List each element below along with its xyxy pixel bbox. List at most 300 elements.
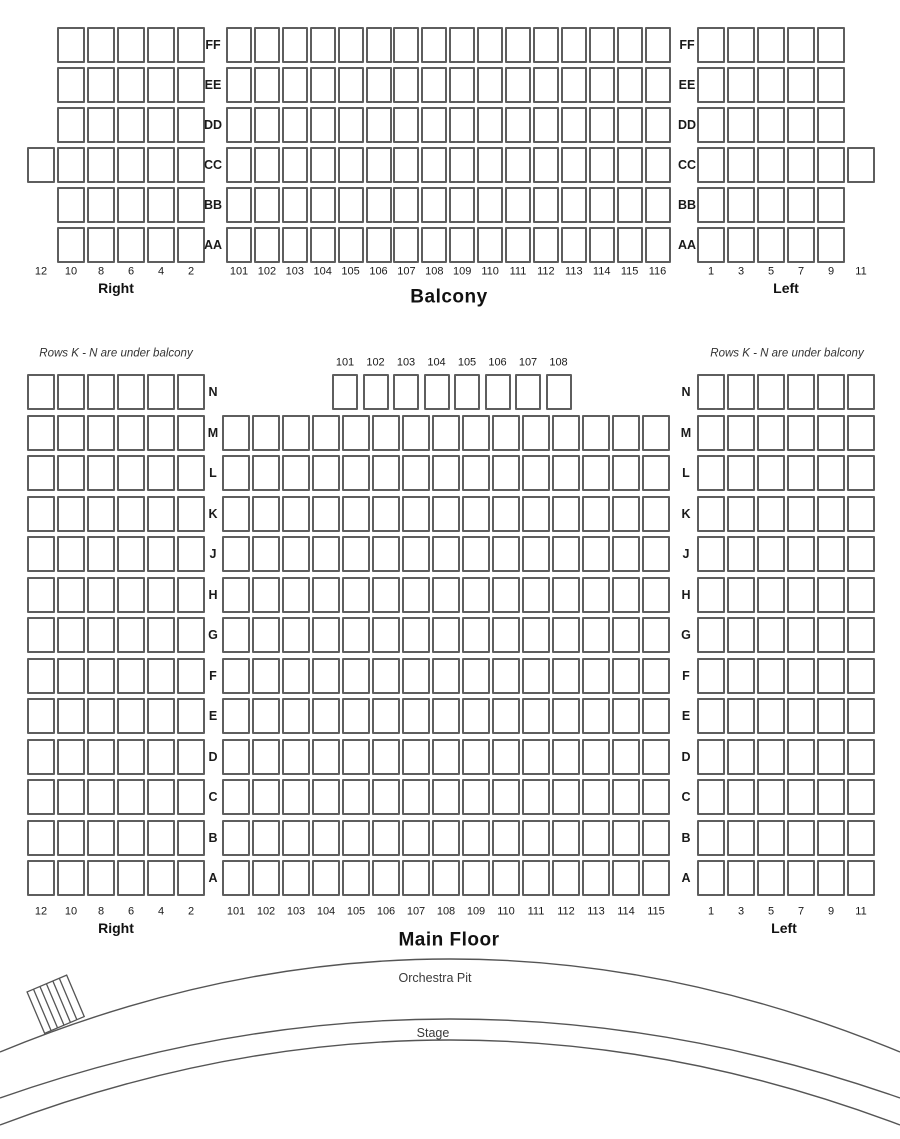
under-balcony-note-right: Rows K - N are under balcony [710, 347, 864, 360]
seat [310, 107, 336, 143]
seat [282, 496, 310, 532]
seat [432, 820, 460, 856]
seat [552, 496, 580, 532]
seat [697, 147, 725, 183]
seat [612, 496, 640, 532]
seat-number: 110 [481, 265, 499, 278]
seat [282, 67, 308, 103]
seat [582, 415, 610, 451]
seat [147, 107, 175, 143]
seat [645, 27, 671, 63]
seat [697, 617, 725, 653]
seat [697, 577, 725, 613]
seat [787, 658, 815, 694]
seat [57, 617, 85, 653]
balcony-title: Balcony [410, 286, 488, 308]
seat [612, 739, 640, 775]
seat [27, 860, 55, 896]
seat [645, 67, 671, 103]
seat [552, 658, 580, 694]
seat [117, 658, 145, 694]
seat [282, 536, 310, 572]
seat-number: 114 [592, 265, 611, 278]
seat [147, 227, 175, 263]
seat [522, 415, 550, 451]
seat [342, 779, 370, 815]
seat-number: 6 [127, 265, 135, 278]
seat [57, 187, 85, 223]
seat [254, 107, 280, 143]
seat [522, 658, 550, 694]
main-floor-row-label: C [208, 789, 218, 804]
seat [817, 577, 845, 613]
main-floor-row-label: G [681, 627, 691, 642]
main-floor-row-label: C [681, 789, 691, 804]
seat [727, 617, 755, 653]
seat [372, 779, 400, 815]
seat [57, 779, 85, 815]
seat [177, 147, 205, 183]
seat [177, 779, 205, 815]
main-floor-row-label: N [208, 384, 218, 399]
seat [402, 779, 430, 815]
seat-number: 5 [767, 265, 775, 278]
seat [177, 455, 205, 491]
seat [432, 739, 460, 775]
seat [147, 27, 175, 63]
seat [372, 577, 400, 613]
seat [492, 455, 520, 491]
orchestra-pit-label: Orchestra Pit [398, 970, 472, 985]
seat [787, 107, 815, 143]
seat [87, 577, 115, 613]
seat-number: 102 [366, 356, 385, 369]
seat [372, 739, 400, 775]
main-floor-row-label: K [681, 506, 691, 521]
seat [222, 739, 250, 775]
main-floor-row-label: A [208, 870, 218, 885]
seat [617, 67, 643, 103]
seat [27, 415, 55, 451]
seat [402, 415, 430, 451]
seat [522, 739, 550, 775]
seat [312, 658, 340, 694]
seat [582, 617, 610, 653]
balcony-row-label: EE [204, 77, 222, 92]
seat [402, 860, 430, 896]
seat [757, 496, 785, 532]
seat [449, 147, 475, 183]
seat [177, 658, 205, 694]
seat [57, 698, 85, 734]
seat [522, 820, 550, 856]
seat [342, 415, 370, 451]
seat [642, 455, 670, 491]
seat [338, 187, 364, 223]
seat [757, 27, 785, 63]
seat [366, 107, 392, 143]
seat [222, 536, 250, 572]
seat [372, 860, 400, 896]
main-floor-title: Main Floor [398, 929, 500, 951]
seat-number: 104 [427, 356, 446, 369]
main-floor-right-section-label: Right [98, 920, 134, 936]
seat [147, 147, 175, 183]
seat [363, 374, 389, 410]
seat [787, 698, 815, 734]
seat-number: 103 [396, 356, 416, 369]
seat [117, 27, 145, 63]
seat [787, 739, 815, 775]
seat [645, 227, 671, 263]
seat [226, 227, 252, 263]
seat-number: 112 [537, 265, 555, 278]
under-balcony-note-left: Rows K - N are under balcony [39, 347, 193, 360]
seat-number: 9 [827, 905, 835, 918]
seat [697, 658, 725, 694]
balcony-row-label: BB [677, 197, 697, 212]
seat [87, 617, 115, 653]
main-floor-row-label: H [681, 587, 691, 602]
main-floor-row-label: D [681, 749, 691, 764]
seat [87, 698, 115, 734]
balcony-row-label: AA [203, 237, 223, 252]
seat-number: 10 [64, 905, 78, 918]
seat [582, 496, 610, 532]
seat [177, 67, 205, 103]
seat-number: 2 [187, 265, 195, 278]
seat [449, 107, 475, 143]
seat [342, 617, 370, 653]
seat-number: 114 [617, 905, 635, 918]
seat [252, 698, 280, 734]
seat [402, 496, 430, 532]
seat [757, 658, 785, 694]
seat [847, 860, 875, 896]
seat [402, 536, 430, 572]
seat [757, 779, 785, 815]
seat-number: 115 [620, 265, 639, 278]
seat [117, 415, 145, 451]
seat-number: 108 [425, 265, 444, 278]
seat [847, 374, 875, 410]
seat [312, 536, 340, 572]
seat [582, 739, 610, 775]
seat [477, 187, 503, 223]
seat [847, 820, 875, 856]
seat-number: 107 [518, 356, 538, 369]
seat [393, 187, 419, 223]
seat [87, 67, 115, 103]
seat-number: 104 [316, 905, 336, 918]
seat [282, 617, 310, 653]
seat [226, 147, 252, 183]
seat [787, 536, 815, 572]
seat [27, 536, 55, 572]
seat [533, 27, 559, 63]
seat-number: 4 [157, 265, 165, 278]
seat [727, 496, 755, 532]
seat [697, 860, 725, 896]
seat [485, 374, 511, 410]
seat [589, 107, 615, 143]
seat [117, 536, 145, 572]
seat [817, 536, 845, 572]
balcony-row-label: CC [203, 157, 223, 172]
seat [222, 415, 250, 451]
seat-number: 106 [488, 356, 507, 369]
seat [462, 779, 490, 815]
seat [582, 658, 610, 694]
seat [147, 67, 175, 103]
seat [117, 698, 145, 734]
seat [645, 147, 671, 183]
seat [432, 455, 460, 491]
seat [787, 617, 815, 653]
seat [177, 496, 205, 532]
seat [727, 577, 755, 613]
seat [533, 67, 559, 103]
seat [787, 67, 815, 103]
seat [372, 496, 400, 532]
seat [342, 496, 370, 532]
seat [226, 67, 252, 103]
seat [310, 147, 336, 183]
seat-number: 10 [64, 265, 78, 278]
main-floor-row-label: F [682, 668, 690, 683]
seat [147, 658, 175, 694]
seat [697, 779, 725, 815]
main-floor-row-label: E [681, 708, 691, 723]
seat-number: 111 [509, 265, 527, 278]
seat [552, 698, 580, 734]
seat [727, 739, 755, 775]
seat [492, 860, 520, 896]
seat [117, 860, 145, 896]
seat [505, 227, 531, 263]
seat [787, 415, 815, 451]
seat [147, 415, 175, 451]
seat [727, 107, 755, 143]
seat [582, 536, 610, 572]
seat [393, 147, 419, 183]
seat [147, 698, 175, 734]
seat [492, 415, 520, 451]
seat [727, 67, 755, 103]
seat [147, 860, 175, 896]
seat [561, 147, 587, 183]
seat [642, 739, 670, 775]
seat [552, 779, 580, 815]
seat-number: 106 [369, 265, 388, 278]
seat [617, 27, 643, 63]
seat [847, 617, 875, 653]
seat [757, 147, 785, 183]
seat [847, 658, 875, 694]
seat [402, 617, 430, 653]
seat [252, 617, 280, 653]
seat [252, 536, 280, 572]
seat [582, 455, 610, 491]
seat [222, 779, 250, 815]
seat [87, 496, 115, 532]
seat-number: 101 [226, 905, 246, 918]
seat [312, 455, 340, 491]
main-floor-row-label: E [208, 708, 218, 723]
seat [492, 617, 520, 653]
seat [310, 227, 336, 263]
seat [338, 67, 364, 103]
seat [817, 415, 845, 451]
seat [612, 617, 640, 653]
seat [546, 374, 572, 410]
seat [617, 147, 643, 183]
seat [697, 374, 725, 410]
seat [117, 227, 145, 263]
seat [477, 147, 503, 183]
seat [552, 415, 580, 451]
seat [462, 415, 490, 451]
balcony-row-label: DD [677, 117, 697, 132]
seat [432, 658, 460, 694]
seat [372, 415, 400, 451]
seat [589, 67, 615, 103]
seat [787, 147, 815, 183]
seat-number: 101 [335, 356, 355, 369]
balcony-row-label: DD [203, 117, 223, 132]
seat-number: 3 [737, 905, 745, 918]
seat [87, 227, 115, 263]
seat [117, 496, 145, 532]
seat [366, 227, 392, 263]
seat [117, 187, 145, 223]
seat [222, 577, 250, 613]
seat [787, 779, 815, 815]
seat [57, 107, 85, 143]
seat [254, 67, 280, 103]
seat [57, 227, 85, 263]
seat [87, 536, 115, 572]
seat [492, 658, 520, 694]
seat [787, 577, 815, 613]
seat [561, 27, 587, 63]
seat [697, 536, 725, 572]
seat [642, 820, 670, 856]
seat [552, 577, 580, 613]
seat [522, 779, 550, 815]
seat-number: 11 [855, 265, 867, 278]
main-floor-row-label: G [208, 627, 218, 642]
balcony-row-label: CC [677, 157, 697, 172]
seat [252, 820, 280, 856]
seat [421, 227, 447, 263]
seat [757, 415, 785, 451]
seat [612, 415, 640, 451]
seat [552, 536, 580, 572]
seat [252, 779, 280, 815]
seat [27, 455, 55, 491]
seat [727, 658, 755, 694]
seat [27, 577, 55, 613]
seat [432, 698, 460, 734]
seat [117, 779, 145, 815]
seat [177, 187, 205, 223]
seat [462, 658, 490, 694]
seat [310, 187, 336, 223]
seat [817, 67, 845, 103]
seat [462, 496, 490, 532]
seat [847, 496, 875, 532]
seat [177, 739, 205, 775]
seat [757, 698, 785, 734]
seat [372, 536, 400, 572]
seat-number: 105 [457, 356, 477, 369]
seat [252, 496, 280, 532]
seat [57, 658, 85, 694]
seat [117, 67, 145, 103]
seat [847, 739, 875, 775]
main-floor-row-label: D [208, 749, 218, 764]
seat [817, 698, 845, 734]
seat [817, 107, 845, 143]
seat [787, 374, 815, 410]
seat [817, 374, 845, 410]
seat [222, 658, 250, 694]
seat [432, 617, 460, 653]
seat [505, 27, 531, 63]
seat [366, 147, 392, 183]
seat [617, 227, 643, 263]
main-floor-row-label: N [681, 384, 691, 399]
seat-number: 12 [34, 905, 48, 918]
seat [27, 147, 55, 183]
seat [787, 860, 815, 896]
seat [642, 577, 670, 613]
seat [117, 617, 145, 653]
seat [477, 107, 503, 143]
seat [533, 147, 559, 183]
seat [787, 496, 815, 532]
seat [252, 577, 280, 613]
seat [522, 577, 550, 613]
seat [522, 860, 550, 896]
seat [515, 374, 541, 410]
seat [342, 455, 370, 491]
seat [582, 779, 610, 815]
seat [27, 739, 55, 775]
seat [645, 187, 671, 223]
seat [612, 698, 640, 734]
seat [147, 536, 175, 572]
seat [522, 698, 550, 734]
seat [372, 617, 400, 653]
stage-stairs-icon [27, 975, 84, 1033]
seat [617, 107, 643, 143]
seat [847, 455, 875, 491]
seat [533, 187, 559, 223]
seat [282, 739, 310, 775]
seat [177, 820, 205, 856]
seat [552, 617, 580, 653]
seat-number: 112 [557, 905, 575, 918]
seat [697, 496, 725, 532]
seat [421, 27, 447, 63]
seat [177, 536, 205, 572]
seat [147, 820, 175, 856]
seat [312, 617, 340, 653]
seat [642, 779, 670, 815]
seat [222, 820, 250, 856]
